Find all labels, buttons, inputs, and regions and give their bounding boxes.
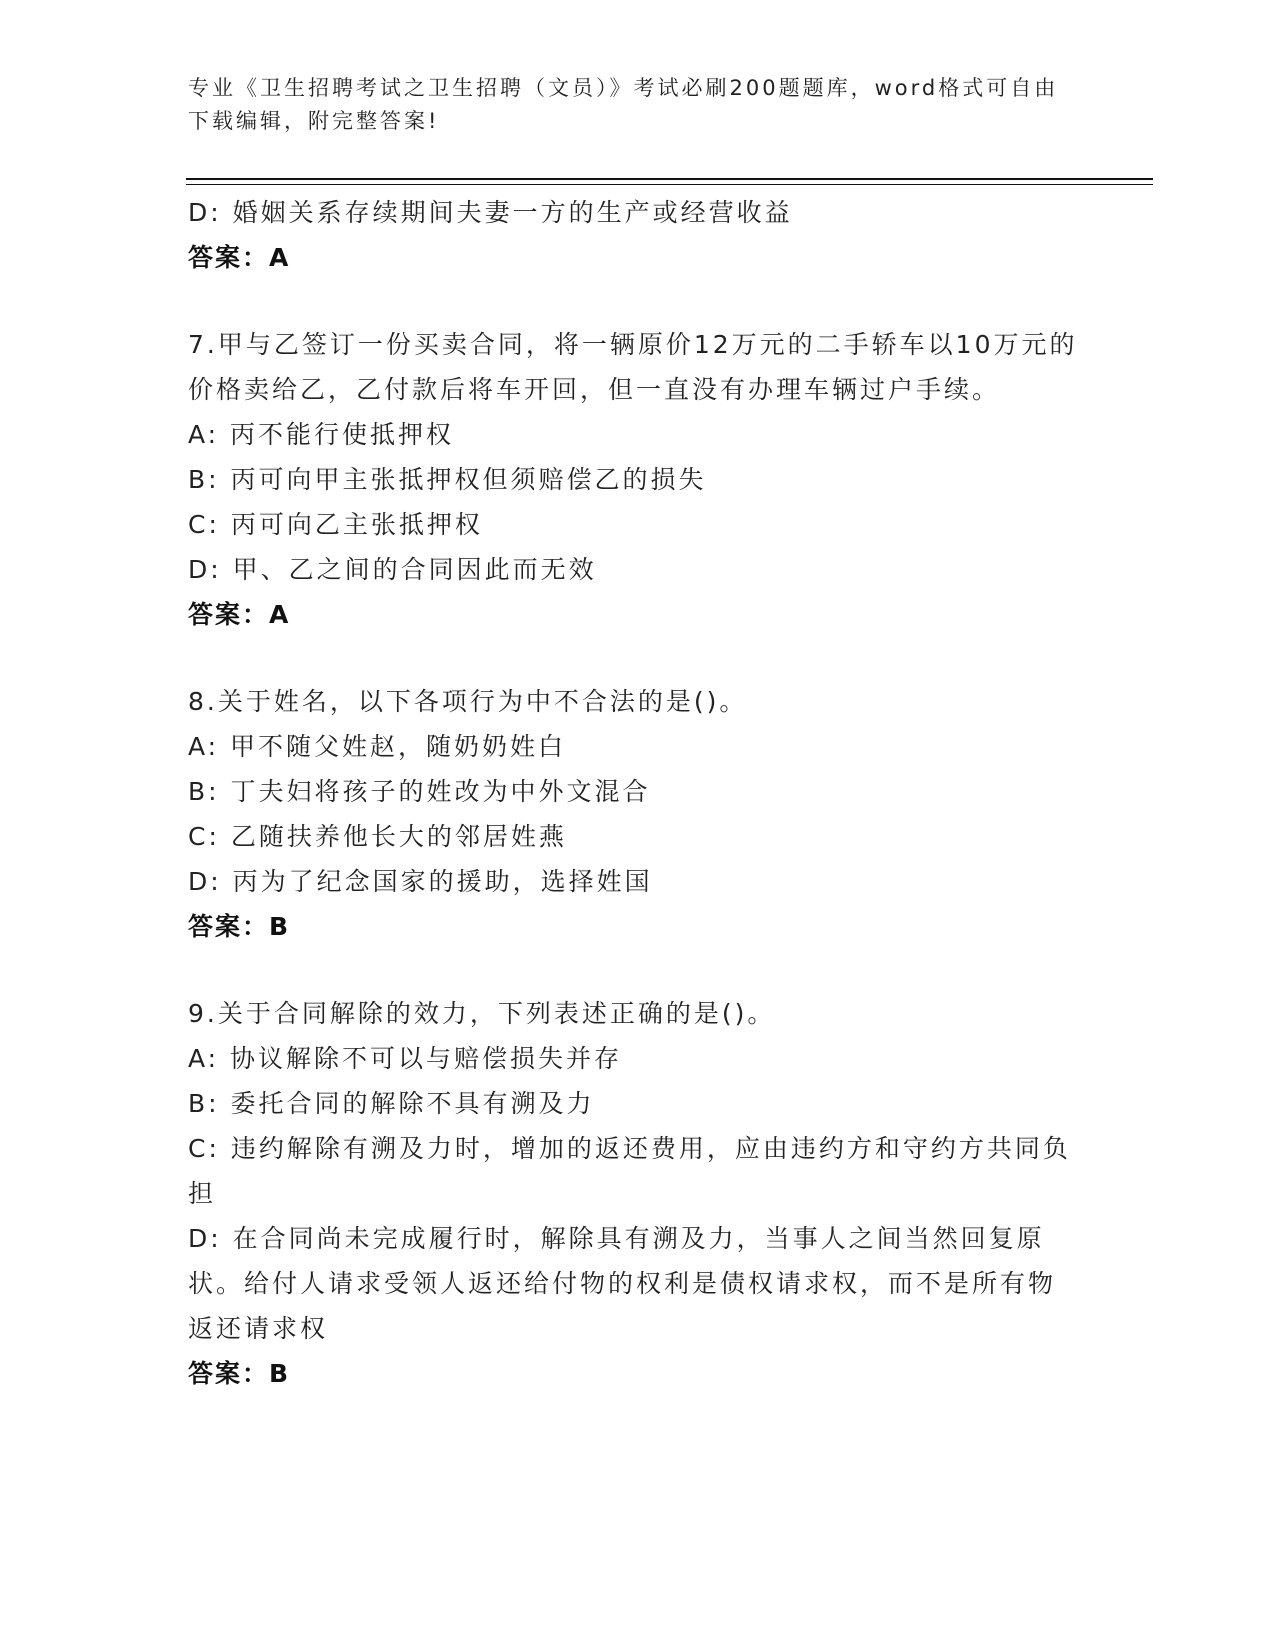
header-rule-thin <box>186 184 1153 185</box>
option-d: D: 甲、乙之间的合同因此而无效 <box>188 555 597 584</box>
answer: 答案：A <box>188 600 291 629</box>
question-8 <box>188 679 1078 949</box>
option-b: B: 丁夫妇将孩子的姓改为中外文混合 <box>188 777 651 806</box>
option-a: A: 协议解除不可以与赔偿损失并存 <box>188 1044 623 1073</box>
question-7 <box>188 322 1078 637</box>
option-d-continued: D: 婚姻关系存续期间夫妻一方的生产或经营收益 <box>188 198 793 227</box>
page-header: 专业《卫生招聘考试之卫生招聘（文员）》考试必刷200题题库，word格式可自由下载编辑，附完整答案! <box>188 76 1059 133</box>
header-rule-thick <box>186 178 1153 180</box>
option-b: B: 委托合同的解除不具有溯及力 <box>188 1089 595 1118</box>
option-a: A: 丙不能行使抵押权 <box>188 420 455 449</box>
answer-continued: 答案：A <box>188 243 291 272</box>
answer: 答案：B <box>188 1359 291 1388</box>
option-c: C: 丙可向乙主张抵押权 <box>188 510 483 539</box>
option-d: D: 丙为了纪念国家的援助，选择姓国 <box>188 867 653 896</box>
answer: 答案：B <box>188 912 291 941</box>
question-stem: 9.关于合同解除的效力，下列表述正确的是()。 <box>188 999 776 1028</box>
question-9 <box>188 991 1078 1396</box>
question-stem: 8.关于姓名，以下各项行为中不合法的是()。 <box>188 687 748 716</box>
document-body <box>188 190 1078 1396</box>
option-a: A: 甲不随父姓赵，随奶奶姓白 <box>188 732 567 761</box>
option-c: C: 乙随扶养他长大的邻居姓燕 <box>188 822 567 851</box>
option-b: B: 丙可向甲主张抵押权但须赔偿乙的损失 <box>188 465 707 494</box>
option-d: D: 在合同尚未完成履行时，解除具有溯及力，当事人之间当然回复原状。给付人请求受领人返还给付物的权利是债权请求权，而不是所有物返还请求权 <box>188 1224 1057 1343</box>
option-c: C: 违约解除有溯及力时，增加的返还费用，应由违约方和守约方共同负担 <box>188 1134 1071 1208</box>
question-stem: 7.甲与乙签订一份买卖合同，将一辆原价12万元的二手轿车以10万元的价格卖给乙，乙付款后将车开回，但一直没有办理车辆过户手续。 <box>188 330 1078 404</box>
